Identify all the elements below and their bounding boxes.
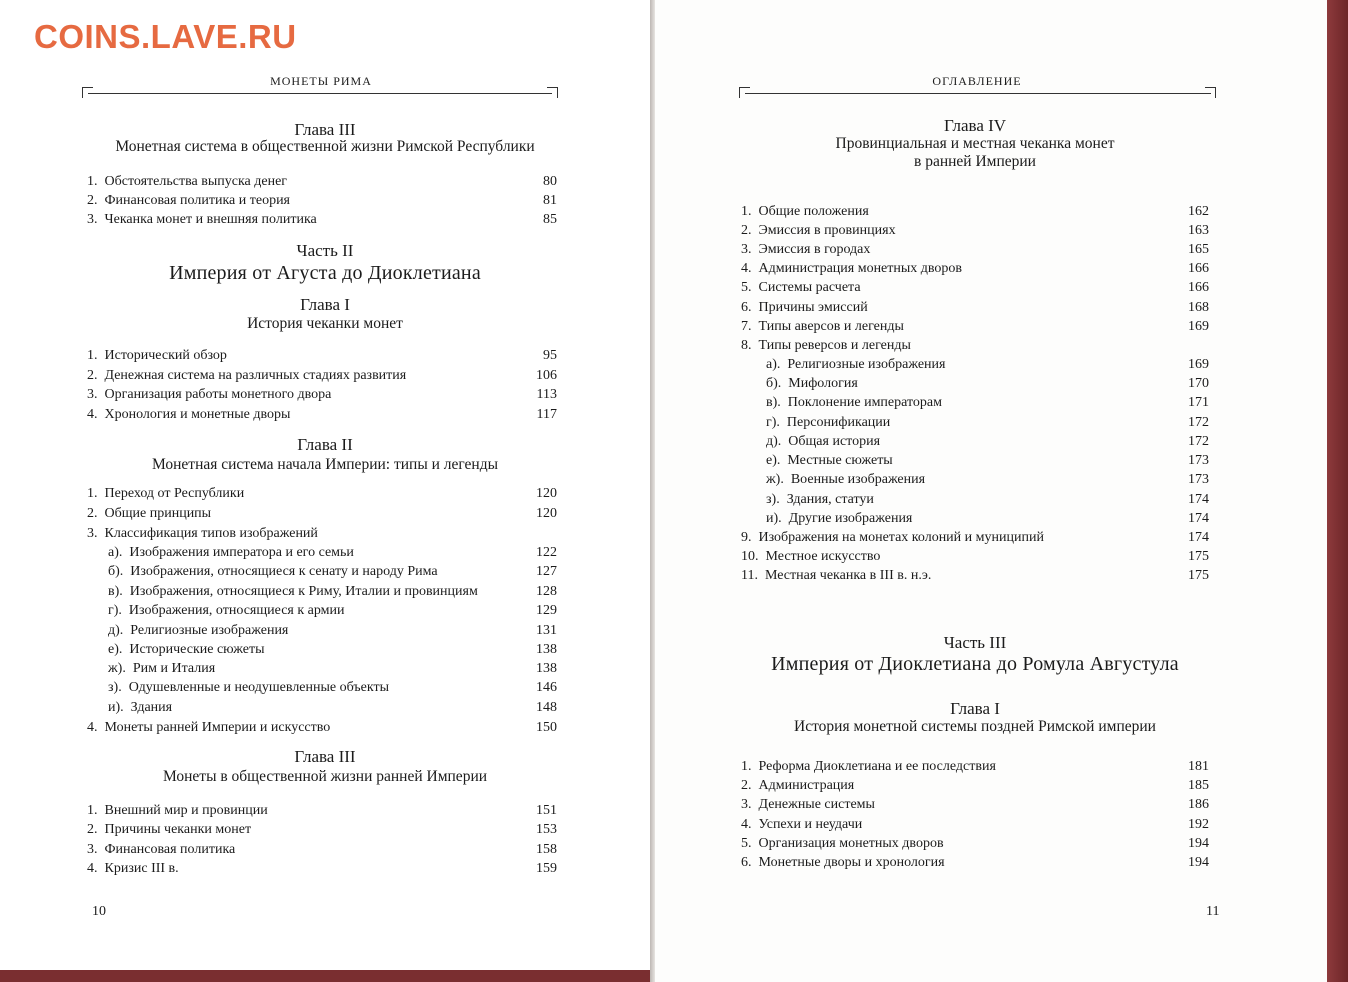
toc-entry-title: Исторические сюжеты — [129, 642, 265, 657]
toc-entry-number: е). — [766, 453, 781, 468]
toc-entry-number: 7. — [741, 319, 752, 334]
toc-entry — [87, 524, 557, 544]
toc-page-number: 169 — [1188, 357, 1209, 372]
toc-subentry — [108, 640, 557, 660]
toc-entry — [741, 240, 1209, 260]
toc-entry — [87, 191, 557, 211]
left-header-rule-ornament-right — [547, 87, 558, 98]
toc-entry-number: в). — [766, 395, 781, 410]
toc-entry-number: 5. — [741, 836, 752, 851]
toc-entry-title: Монетные дворы и хронология — [758, 855, 945, 870]
toc-page-number: 168 — [1188, 300, 1209, 315]
toc-entry-number: 10. — [741, 549, 759, 564]
toc-entry-title: Администрация монетных дворов — [758, 261, 963, 276]
chapter-label: Глава III — [294, 747, 356, 766]
toc-page-number: 172 — [1188, 415, 1209, 430]
toc-entry-title: Изображения императора и его семьи — [129, 545, 354, 560]
toc-entry-title: Изображения на монетах колоний и муниципий — [758, 530, 1044, 545]
toc-entry-title: Причины эмиссий — [758, 300, 868, 315]
toc-page-number: 159 — [536, 861, 557, 876]
toc-entry-title: Религиозные изображения — [787, 357, 946, 372]
toc-entry — [87, 801, 557, 821]
toc-entry-title: Типы реверсов и легенды — [758, 338, 911, 353]
toc-entry-title: Успехи и неудачи — [758, 817, 863, 832]
toc-page-number: 80 — [543, 174, 557, 189]
toc-entry-title: Религиозные изображения — [130, 623, 289, 638]
chapter-title: История монетной системы поздней Римской империи — [794, 718, 1156, 735]
book-cover-bottom — [0, 970, 650, 982]
toc-entry — [741, 298, 1209, 318]
toc-entry — [87, 820, 557, 840]
chapter-label: Глава I — [300, 295, 350, 314]
chapter-title: Провинциальная и местная чеканка монет — [835, 135, 1115, 152]
toc-entry-number: б). — [108, 564, 124, 579]
toc-page-number: 120 — [536, 486, 557, 501]
toc-page-number: 95 — [543, 348, 557, 363]
toc-page-number: 186 — [1188, 797, 1209, 812]
toc-entry — [87, 172, 557, 192]
toc-page-number: 117 — [536, 407, 557, 422]
toc-page-number: 170 — [1188, 376, 1209, 391]
toc-entry-title: Организация работы монетного двора — [104, 387, 332, 402]
toc-entry — [741, 757, 1209, 777]
toc-entry — [741, 815, 1209, 835]
toc-entry-number: а). — [766, 357, 781, 372]
toc-subentry — [766, 490, 1209, 510]
toc-entry-title: Военные изображения — [790, 472, 926, 487]
toc-entry-number: 4. — [741, 261, 752, 276]
toc-entry-number: в). — [108, 584, 123, 599]
toc-page-number: 166 — [1188, 261, 1209, 276]
toc-entry-title: Общие положения — [758, 204, 869, 219]
toc-entry — [741, 566, 1209, 586]
toc-entry-number: 6. — [741, 855, 752, 870]
toc-entry-number: ж). — [108, 661, 126, 676]
toc-entry-title: Финансовая политика — [104, 842, 236, 857]
toc-entry-title: Местные сюжеты — [787, 453, 893, 468]
toc-page-number: 128 — [536, 584, 557, 599]
chapter-label: Глава III — [294, 120, 356, 139]
toc-entry-title: Местная чеканка в III в. н.э. — [764, 568, 932, 583]
toc-entry-title: Общая история — [788, 434, 881, 449]
toc-page-number: 146 — [536, 680, 557, 695]
toc-entry-title: Одушевленные и неодушевленные объекты — [128, 680, 389, 695]
toc-entry-number: 2. — [741, 223, 752, 238]
toc-page-number: 150 — [536, 720, 557, 735]
toc-page-number: 163 — [1188, 223, 1209, 238]
toc-page-number: 175 — [1188, 549, 1209, 564]
toc-entry — [741, 278, 1209, 298]
chapter-title: Монеты в общественной жизни ранней Империи — [162, 768, 488, 785]
toc-entry — [741, 336, 1209, 356]
left-page-number: 10 — [92, 904, 106, 919]
toc-subentry — [766, 432, 1209, 452]
toc-entry-number: 3. — [87, 212, 98, 227]
part-label: Часть III — [943, 633, 1007, 652]
toc-page-number: 120 — [536, 506, 557, 521]
toc-entry — [741, 834, 1209, 854]
chapter-title-line-2: в ранней Империи — [914, 153, 1036, 170]
right-running-head: ОГЛАВЛЕНИЕ — [932, 74, 1022, 88]
toc-subentry — [766, 451, 1209, 471]
toc-entry — [741, 776, 1209, 796]
toc-subentry — [108, 659, 557, 679]
toc-entry-number: 4. — [741, 817, 752, 832]
toc-entry-number: а). — [108, 545, 123, 560]
toc-entry-number: 4. — [87, 407, 98, 422]
toc-entry-title: Переход от Республики — [104, 486, 245, 501]
toc-entry — [87, 718, 557, 738]
toc-page-number: 171 — [1188, 395, 1209, 410]
toc-subentry — [108, 601, 557, 621]
toc-entry — [741, 853, 1209, 873]
toc-entry — [741, 795, 1209, 815]
toc-subentry — [108, 543, 557, 563]
chapter-title: Монетная система начала Империи: типы и легенды — [151, 456, 499, 473]
toc-entry-number: 3. — [741, 242, 752, 257]
left-header-rule — [88, 93, 552, 94]
toc-entry — [87, 504, 557, 524]
toc-page-number: 131 — [536, 623, 557, 638]
toc-subentry — [108, 678, 557, 698]
toc-entry — [741, 317, 1209, 337]
toc-entry-number: 1. — [87, 486, 98, 501]
toc-page-number: 174 — [1188, 511, 1209, 526]
toc-entry-number: ж). — [766, 472, 784, 487]
toc-entry-number: 1. — [87, 348, 98, 363]
toc-page-number: 162 — [1188, 204, 1209, 219]
toc-entry-title: Изображения, относящиеся к Риму, Италии и провинциям — [129, 584, 478, 599]
toc-entry-number: 2. — [741, 778, 752, 793]
toc-entry-title: Изображения, относящиеся к сенату и народу Рима — [130, 564, 438, 579]
toc-entry — [87, 405, 557, 425]
chapter-title: Монетная система в общественной жизни Римской Республики — [115, 138, 535, 155]
toc-entry — [87, 366, 557, 386]
toc-entry-title: Денежная система на различных стадиях развития — [104, 368, 407, 383]
chapter-label: Глава II — [297, 435, 353, 454]
toc-entry-title: Персонификации — [786, 415, 891, 430]
toc-page-number: 138 — [536, 642, 557, 657]
toc-entry-title: Исторический обзор — [104, 348, 227, 363]
right-header-rule-ornament-right — [1205, 87, 1216, 98]
toc-entry-title: Рим и Италия — [132, 661, 216, 676]
toc-entry-title: Изображения, относящиеся к армии — [128, 603, 345, 618]
toc-entry-title: Поклонение императорам — [787, 395, 942, 410]
toc-entry-number: 2. — [87, 822, 98, 837]
toc-page-number: 169 — [1188, 319, 1209, 334]
toc-page-number: 127 — [536, 564, 557, 579]
toc-entry-title: Обстоятельства выпуска денег — [104, 174, 288, 189]
toc-subentry — [766, 413, 1209, 433]
toc-page-number: 106 — [536, 368, 557, 383]
toc-page-number: 192 — [1188, 817, 1209, 832]
toc-entry-number: 4. — [87, 861, 98, 876]
toc-entry-number: 3. — [87, 842, 98, 857]
toc-subentry — [766, 470, 1209, 490]
toc-entry — [741, 221, 1209, 241]
toc-subentry — [766, 374, 1209, 394]
toc-page-number: 138 — [536, 661, 557, 676]
toc-entry-number: и). — [766, 511, 782, 526]
toc-subentry — [766, 355, 1209, 375]
toc-entry-number: 11. — [741, 568, 758, 583]
toc-entry — [87, 859, 557, 879]
toc-entry-title: Денежные системы — [758, 797, 875, 812]
toc-entry — [87, 210, 557, 230]
toc-entry-title: Монеты ранней Империи и искусство — [104, 720, 331, 735]
toc-subentry — [766, 393, 1209, 413]
toc-entry-number: 8. — [741, 338, 752, 353]
toc-entry-title: Эмиссия в провинциях — [758, 223, 896, 238]
toc-entry-number: 1. — [741, 759, 752, 774]
toc-entry-number: 2. — [87, 193, 98, 208]
book-cover-edge — [1327, 0, 1348, 982]
toc-entry-title: Мифология — [788, 376, 858, 391]
toc-entry-title: Типы аверсов и легенды — [758, 319, 904, 334]
toc-page-number: 173 — [1188, 472, 1209, 487]
toc-entry-number: г). — [766, 415, 780, 430]
part-title: Империя от Диоклетиана до Ромула Августула — [771, 653, 1179, 675]
toc-entry-title: Системы расчета — [758, 280, 861, 295]
toc-entry-number: з). — [766, 492, 780, 507]
toc-entry — [741, 547, 1209, 567]
toc-entry-number: 5. — [741, 280, 752, 295]
toc-entry-number: 3. — [87, 387, 98, 402]
toc-entry-title: Администрация — [758, 778, 855, 793]
toc-entry-number: 9. — [741, 530, 752, 545]
toc-page-number: 181 — [1188, 759, 1209, 774]
toc-entry — [87, 840, 557, 860]
part-title: Империя от Агуста до Диоклетиана — [169, 262, 481, 284]
toc-page-number: 151 — [536, 803, 557, 818]
toc-subentry — [766, 509, 1209, 529]
toc-entry-title: Здания, статуи — [786, 492, 874, 507]
toc-subentry — [108, 621, 557, 641]
toc-entry-number: 4. — [87, 720, 98, 735]
chapter-label: Глава I — [950, 699, 1000, 718]
toc-entry-title: Чеканка монет и внешняя политика — [104, 212, 317, 227]
toc-entry-title: Другие изображения — [788, 511, 913, 526]
toc-entry-title: Эмиссия в городах — [758, 242, 871, 257]
toc-entry-title: Классификация типов изображений — [104, 526, 318, 541]
toc-page-number: 113 — [536, 387, 557, 402]
toc-entry-number: 1. — [741, 204, 752, 219]
toc-entry-number: 2. — [87, 368, 98, 383]
toc-page-number: 174 — [1188, 530, 1209, 545]
toc-entry-title: Здания — [130, 700, 173, 715]
right-page-number: 11 — [1206, 904, 1220, 919]
toc-entry-number: б). — [766, 376, 782, 391]
left-running-head: МОНЕТЫ РИМА — [270, 74, 372, 88]
toc-entry — [741, 259, 1209, 279]
toc-page-number: 165 — [1188, 242, 1209, 257]
toc-entry-number: 3. — [741, 797, 752, 812]
toc-entry-number: з). — [108, 680, 122, 695]
toc-entry-title: Местное искусство — [765, 549, 881, 564]
toc-entry-title: Кризис III в. — [104, 861, 179, 876]
chapter-title: История чеканки монет — [247, 315, 403, 332]
toc-entry — [87, 484, 557, 504]
chapter-label: Глава IV — [943, 116, 1007, 135]
toc-entry-number: д). — [766, 434, 782, 449]
toc-entry-number: 1. — [87, 803, 98, 818]
toc-subentry — [108, 698, 557, 718]
toc-entry-number: г). — [108, 603, 122, 618]
toc-page-number: 122 — [536, 545, 557, 560]
toc-entry-number: 3. — [87, 526, 98, 541]
toc-entry-title: Финансовая политика и теория — [104, 193, 290, 208]
toc-entry-number: 6. — [741, 300, 752, 315]
site-watermark: COINS.LAVE.RU — [34, 18, 297, 55]
toc-page-number: 174 — [1188, 492, 1209, 507]
right-header-rule — [745, 93, 1211, 94]
toc-page-number: 85 — [543, 212, 557, 227]
toc-page-number: 172 — [1188, 434, 1209, 449]
toc-entry — [741, 202, 1209, 222]
toc-page-number: 173 — [1188, 453, 1209, 468]
toc-entry-title: Реформа Диоклетиана и ее последствия — [758, 759, 996, 774]
toc-entry-title: Внешний мир и провинции — [104, 803, 268, 818]
toc-page-number: 194 — [1188, 855, 1209, 870]
toc-page-number: 166 — [1188, 280, 1209, 295]
toc-page-number: 148 — [536, 700, 557, 715]
toc-entry-title: Общие принципы — [104, 506, 212, 521]
toc-entry — [741, 528, 1209, 548]
toc-entry-number: 1. — [87, 174, 98, 189]
toc-entry — [87, 346, 557, 366]
toc-page-number: 158 — [536, 842, 557, 857]
toc-entry-number: 2. — [87, 506, 98, 521]
part-label: Часть II — [296, 241, 354, 260]
toc-entry-title: Причины чеканки монет — [104, 822, 252, 837]
toc-page-number: 175 — [1188, 568, 1209, 583]
toc-entry-title: Организация монетных дворов — [758, 836, 944, 851]
toc-entry-number: и). — [108, 700, 124, 715]
toc-subentry — [108, 562, 557, 582]
toc-page-number: 185 — [1188, 778, 1209, 793]
toc-page-number: 81 — [543, 193, 557, 208]
toc-page-number: 153 — [536, 822, 557, 837]
toc-entry-title: Хронология и монетные дворы — [104, 407, 291, 422]
toc-page-number: 129 — [536, 603, 557, 618]
toc-entry-number: д). — [108, 623, 124, 638]
toc-subentry — [108, 582, 557, 602]
toc-entry — [87, 385, 557, 405]
toc-entry-number: е). — [108, 642, 123, 657]
toc-page-number: 194 — [1188, 836, 1209, 851]
